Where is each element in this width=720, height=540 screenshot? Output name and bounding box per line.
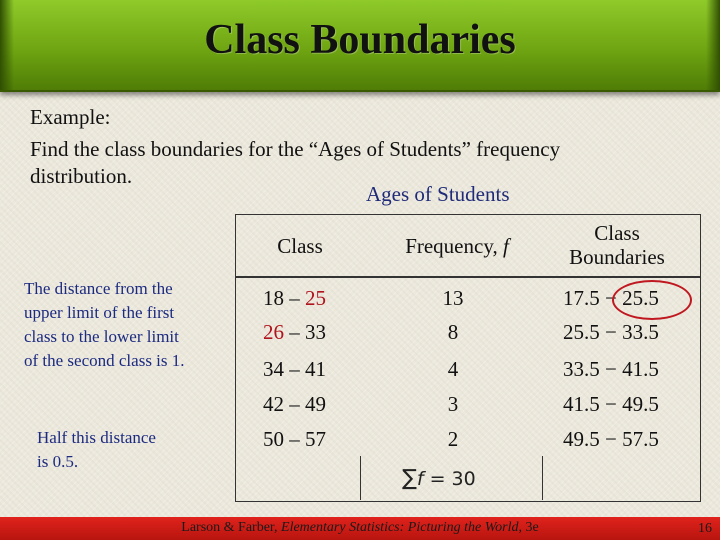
sum-var: f xyxy=(416,468,424,490)
header-frequency-label: Frequency, xyxy=(405,234,503,258)
class-sep: – xyxy=(284,357,305,381)
class-sep: – xyxy=(284,286,305,310)
class-sep: – xyxy=(284,320,305,344)
class-lower: 34 xyxy=(263,357,284,381)
boundary-value: 41.5 − 49.5 xyxy=(563,392,659,416)
frequency-value: 8 xyxy=(447,320,459,344)
frequency-value: 4 xyxy=(447,357,459,381)
slide-title: Class Boundaries xyxy=(204,17,516,63)
prompt-line-2: distribution. xyxy=(30,164,133,188)
class-upper-highlight: 25 xyxy=(305,286,326,310)
class-range xyxy=(263,427,326,452)
half-distance-note xyxy=(37,426,156,474)
example-heading xyxy=(30,104,110,130)
class-upper: 41 xyxy=(305,357,326,381)
sigma-symbol: ∑ xyxy=(402,466,417,491)
class-range xyxy=(263,286,326,311)
distance-note xyxy=(24,277,185,373)
class-lower: 18 xyxy=(263,286,284,310)
boundary-value: 17.5 − 25.5 xyxy=(563,286,659,310)
frequency-value: 2 xyxy=(447,427,459,451)
header-class: Class xyxy=(277,234,323,258)
sum-value: = 30 xyxy=(423,468,476,490)
table-title: Ages of Students xyxy=(366,182,510,206)
frequency-sum xyxy=(402,466,476,491)
boundary-value: 33.5 − 41.5 xyxy=(563,357,659,381)
example-colon: : xyxy=(104,105,111,129)
class-upper: 33 xyxy=(305,320,326,344)
footer-citation xyxy=(0,520,720,536)
table-header-divider xyxy=(235,276,700,278)
class-lower: 50 xyxy=(263,427,284,451)
distance-note-line: The distance from the xyxy=(24,279,173,298)
class-sep: – xyxy=(284,392,305,416)
class-upper: 57 xyxy=(305,427,326,451)
class-sep: – xyxy=(284,427,305,451)
example-label: Example xyxy=(30,105,105,129)
footer-edition: , 3e xyxy=(518,520,539,535)
half-note-line: Half this distance xyxy=(37,428,156,447)
page-number: 16 xyxy=(698,521,712,536)
class-range xyxy=(263,357,326,382)
header-frequency xyxy=(372,234,542,258)
class-range xyxy=(263,320,326,345)
prompt-line-1: Find the class boundaries for the “Ages of Students” frequency xyxy=(30,137,561,161)
highlight-circle xyxy=(612,280,692,320)
distance-note-line: of the second class is 1. xyxy=(24,351,185,370)
half-note-line: is 0.5. xyxy=(37,452,79,471)
class-range xyxy=(263,392,326,417)
distance-note-line: class to the lower limit xyxy=(24,327,179,346)
boundary-value: 49.5 − 57.5 xyxy=(563,427,659,451)
header-boundaries-line-1: Class xyxy=(594,221,640,245)
boundary-value: 25.5 − 33.5 xyxy=(563,320,659,344)
frequency-value: 13 xyxy=(442,286,464,310)
header-class-boundaries xyxy=(548,221,686,269)
distance-note-line: upper limit of the first xyxy=(24,303,175,322)
class-lower: 42 xyxy=(263,392,284,416)
class-lower-highlight: 26 xyxy=(263,320,284,344)
sum-cell-divider-right xyxy=(542,456,543,500)
footer-book-title: Elementary Statistics: Picturing the World xyxy=(281,520,519,535)
class-upper: 49 xyxy=(305,392,326,416)
frequency-value: 3 xyxy=(447,392,459,416)
header-frequency-var: f xyxy=(502,234,509,258)
header-boundaries-line-2: Boundaries xyxy=(569,245,665,269)
footer-authors: Larson & Farber, xyxy=(181,520,282,535)
sum-cell-divider-left xyxy=(360,456,361,500)
